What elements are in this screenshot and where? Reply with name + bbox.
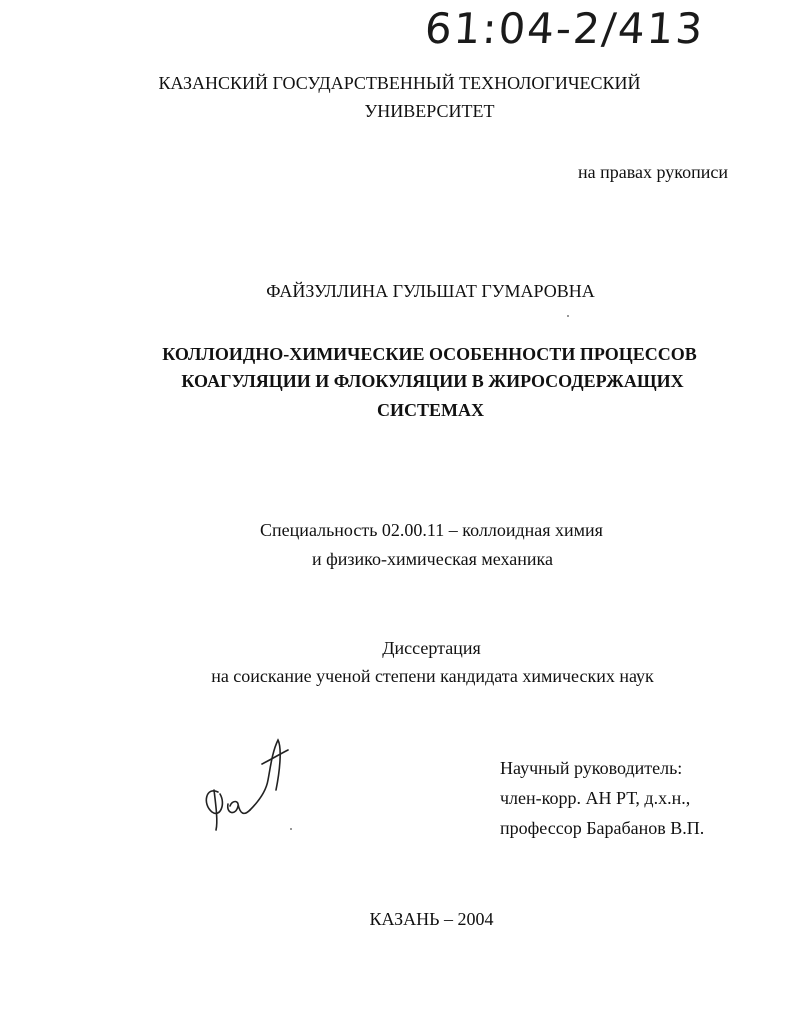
specialty-line-2: и физико-химическая механика bbox=[312, 549, 553, 569]
dissertation-label: Диссертация bbox=[382, 638, 481, 658]
author-name: ФАЙЗУЛЛИНА ГУЛЬШАТ ГУМАРОВНА bbox=[266, 281, 595, 301]
thesis-title-line-2: КОАГУЛЯЦИИ И ФЛОКУЛЯЦИИ В ЖИРОСОДЕРЖАЩИХ bbox=[181, 371, 684, 391]
city-year: КАЗАНЬ – 2004 bbox=[369, 909, 494, 929]
supervisor-credentials: член-корр. АН РТ, д.х.н., bbox=[500, 788, 691, 808]
thesis-title-line-1: КОЛЛОИДНО-ХИМИЧЕСКИЕ ОСОБЕННОСТИ ПРОЦЕССОВ bbox=[162, 344, 697, 364]
supervisor-name: профессор Барабанов В.П. bbox=[500, 818, 705, 838]
supervisor-label: Научный руководитель: bbox=[500, 758, 683, 778]
university-name-line-2: УНИВЕРСИТЕТ bbox=[364, 101, 495, 121]
thesis-title-line-3: СИСТЕМАХ bbox=[377, 400, 484, 420]
manuscript-rights-note: на правах рукописи bbox=[578, 162, 728, 182]
university-name-line-1: КАЗАНСКИЙ ГОСУДАРСТВЕННЫЙ ТЕХНОЛОГИЧЕСКИЙ bbox=[158, 73, 641, 93]
archive-code: 61:04-2/413 bbox=[423, 4, 706, 53]
specialty-line-1: Специальность 02.00.11 – коллоидная химия bbox=[260, 520, 603, 540]
degree-purpose: на соискание ученой степени кандидата химических наук bbox=[211, 666, 654, 686]
handwritten-signature bbox=[196, 730, 306, 840]
scan-speck bbox=[567, 315, 569, 317]
scan-speck bbox=[290, 828, 292, 830]
